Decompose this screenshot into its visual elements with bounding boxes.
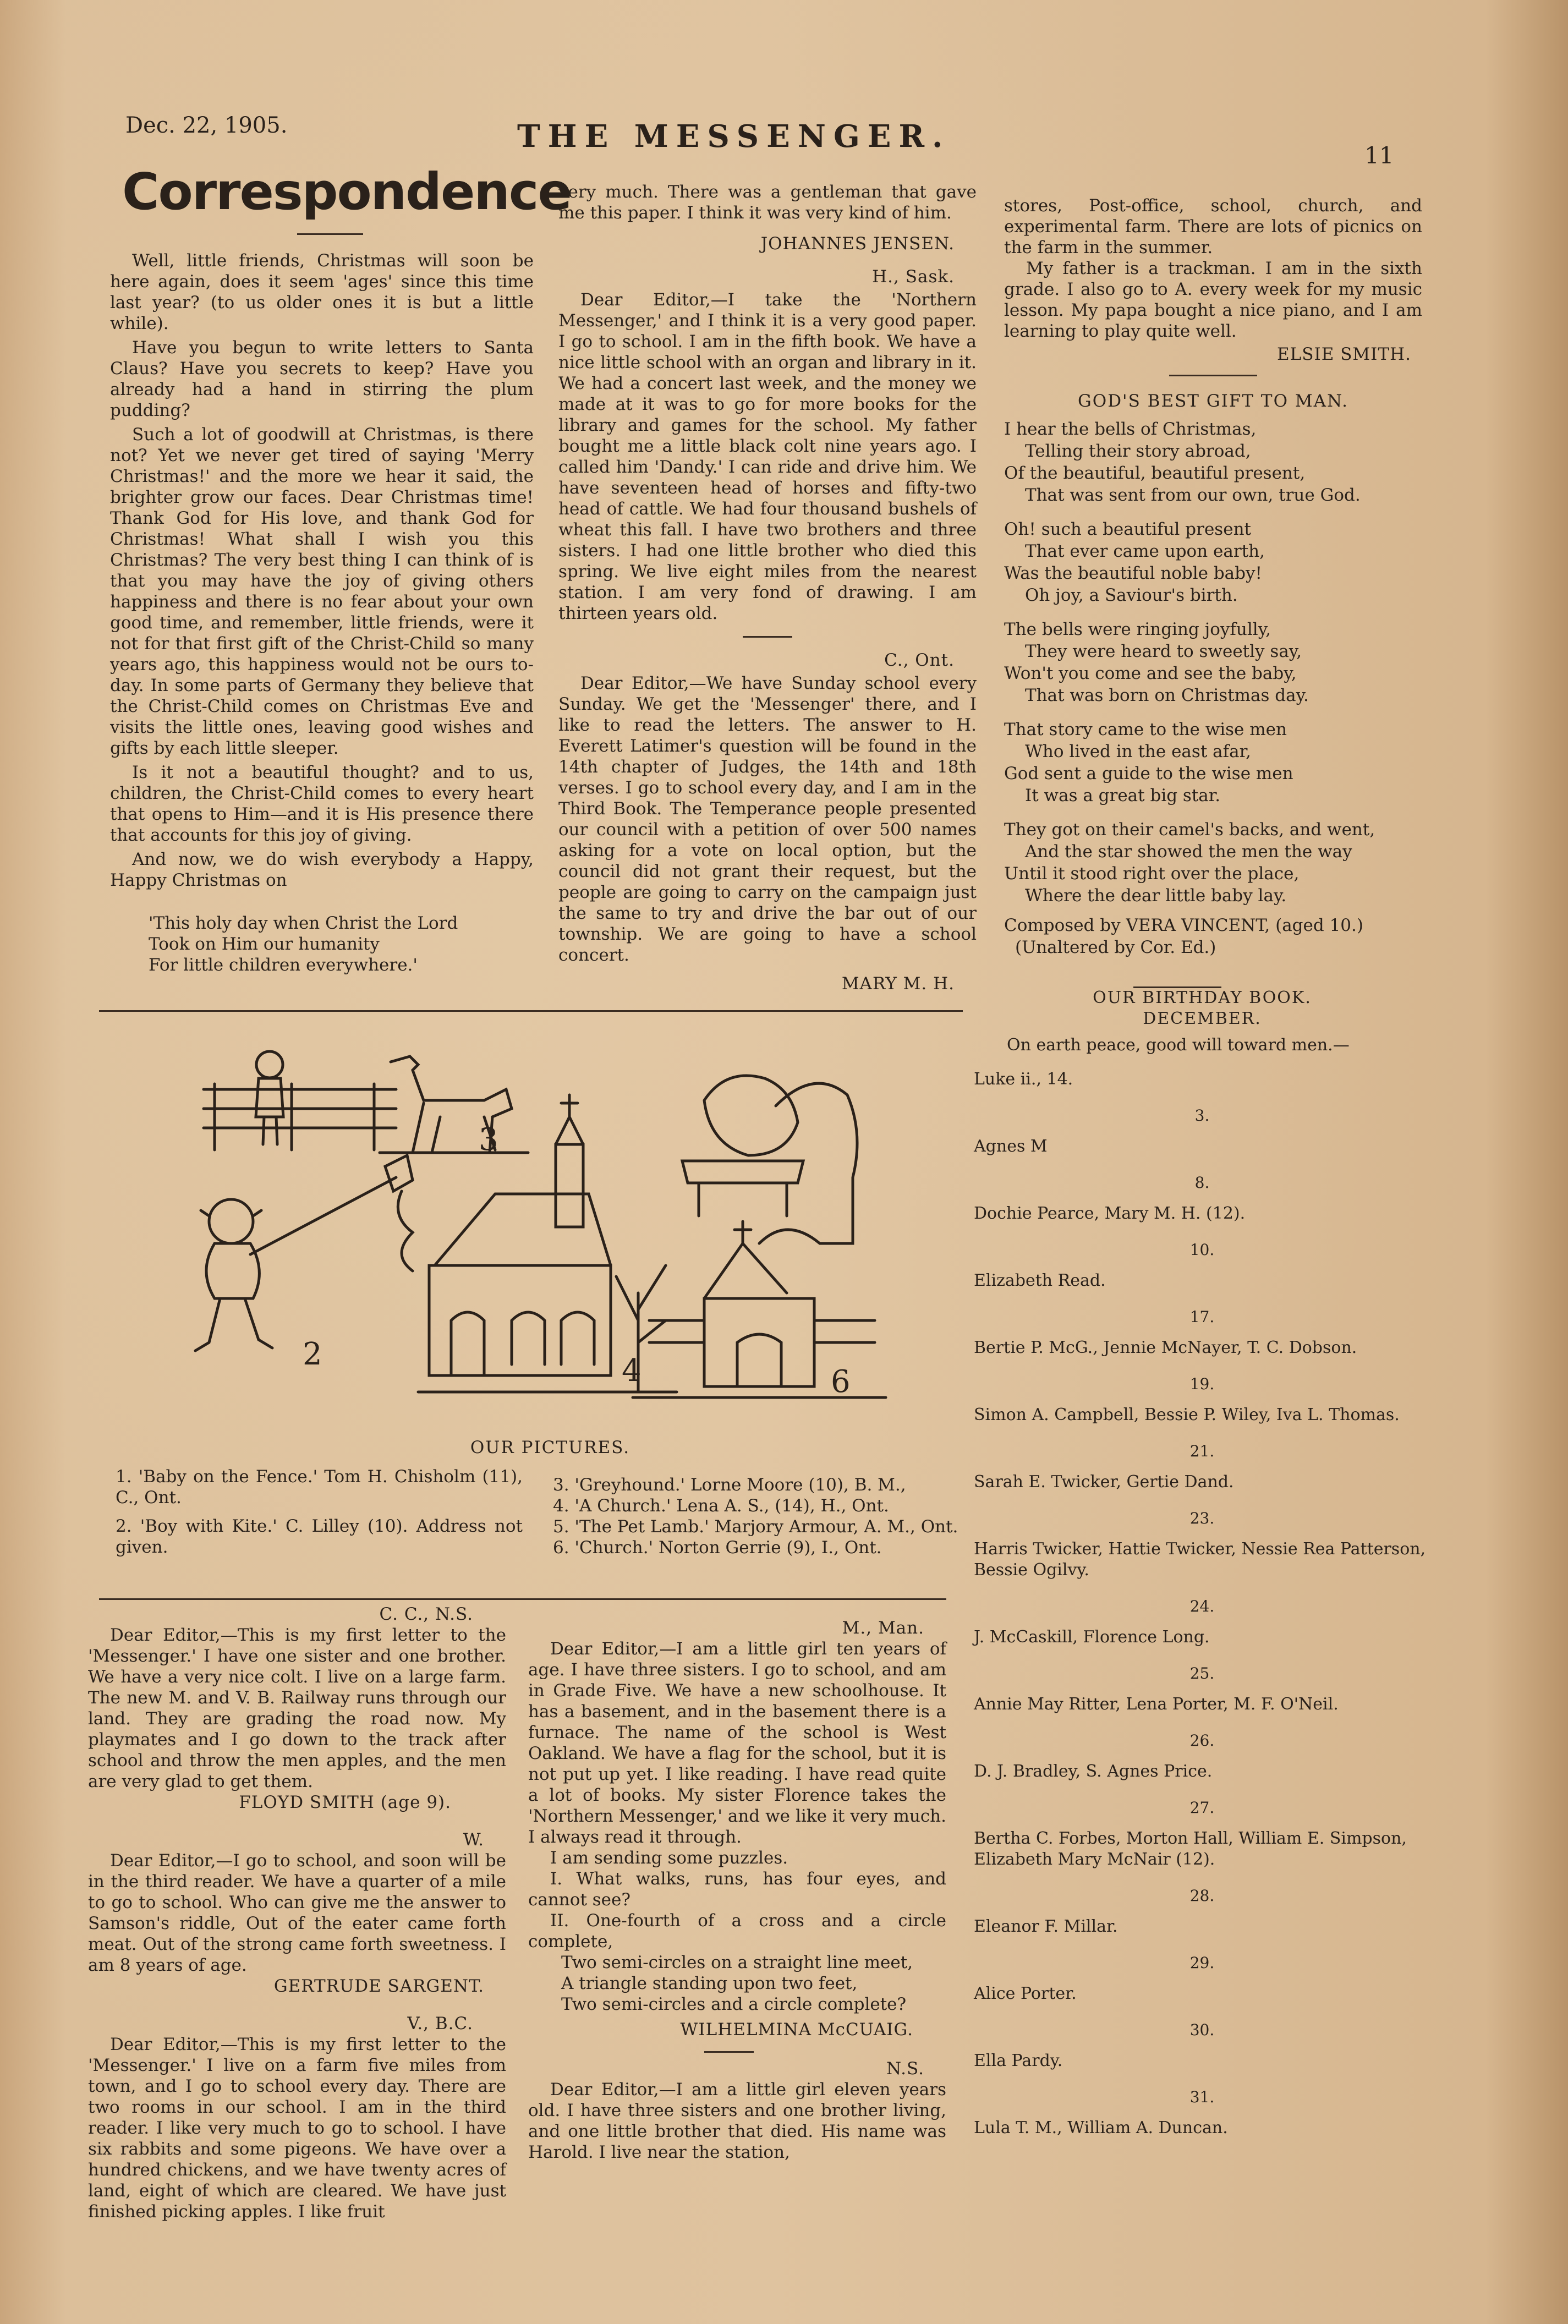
letter-place: M., Man. (842, 1618, 924, 1638)
letter-body: Dear Editor,—I go to school, and soon will be in the third reader. We have a quarter of a mile to go to school. Who can give me the answer to Samson's riddle, Out of the eater came forth meat. Out of the strong came forth sweetness. I am 8 years of age. (88, 1851, 506, 1975)
birthday-scripture-ref: Luke ii., 14. (974, 1070, 1073, 1089)
drawing-number: 6 (831, 1364, 851, 1400)
letter-body: Dear Editor,—We have Sunday school every Sunday. We get the 'Messenger' there, and I like to read the letters. The answer to H. Everett Latimer's question will be found in the 14th chapter of Judges, the 14th and 18th verses. I go to school every day, and I am in the Third Book. The Temperance people presented our council with a petition of over 500 names asking for a vote on local option, but the council did not grant their request, but the people are going to carry on the campaign just the same to try and drive the bar out of our township. We are going to have a school concert. (558, 673, 977, 965)
birthday-day: 29. (1189, 1954, 1215, 1972)
intro-verse (110, 913, 534, 975)
birthday-day: 30. (1189, 2021, 1215, 2039)
pictures-title: OUR PICTURES. (470, 1438, 631, 1457)
letter-signature: MARY M. H. (841, 974, 955, 994)
birthday-day: 27. (1189, 1799, 1215, 1817)
poem-line: The bells were ringing joyfully, (1004, 620, 1271, 639)
poem-line: They were heard to sweetly say, (1025, 642, 1302, 661)
letter-signature: WILHELMINA McCUAIG. (680, 2020, 913, 2040)
page-number: 11 (1364, 142, 1394, 169)
separator (1169, 375, 1257, 376)
picture-caption: 3. 'Greyhound.' Lorne Moore (10), B. M., (553, 1475, 906, 1495)
picture-caption: 5. 'The Pet Lamb.' Marjory Armour, A. M., Ont. (553, 1517, 958, 1537)
intro-text (110, 250, 534, 975)
puzzle: I. What walks, runs, has four eyes, and cannot see? (528, 1869, 946, 1910)
puzzle: II. One-fourth of a cross and a circle complete, (528, 1911, 946, 1952)
poem-line: That ever came upon earth, (1025, 541, 1265, 561)
birthday-names: Agnes M (974, 1137, 1048, 1156)
letters-column-2 (558, 182, 977, 994)
puzzle-line: Two semi-circles on a straight line meet, (561, 1953, 913, 1972)
birthday-names: Sarah E. Twicker, Gertie Dand. (974, 1472, 1234, 1492)
boy-with-kite-drawing (195, 1155, 413, 1351)
birthday-names: Simon A. Campbell, Bessie P. Wiley, Iva L. Thomas. (974, 1405, 1400, 1424)
church-drawing (418, 1095, 677, 1392)
drawing-number: 4 (622, 1353, 642, 1389)
poem-stanza (1004, 418, 1422, 506)
birthday-names: Annie May Ritter, Lena Porter, M. F. O'Neil. (974, 1695, 1339, 1714)
poem-line: Was the beautiful noble baby! (1004, 563, 1262, 583)
birthday-names: Bertha C. Forbes, Morton Hall, William E. Simpson, Elizabeth Mary McNair (12). (974, 1829, 1407, 1869)
poem-line: Won't you come and see the baby, (1004, 664, 1297, 683)
birthday-day: 24. (1189, 1597, 1215, 1615)
pictures-list-right (553, 1475, 971, 1558)
birthday-day: 19. (1189, 1375, 1215, 1393)
letter-body: Dear Editor,—I take the 'Northern Messenger,' and I think it is a very good paper. I go to school. I am in the fifth book. We have a nice little school with an organ and library in it. We had a concert last week, and the money we made at it was to go for more books for the library and games for the school. My father bought me a little black colt nine years ago. I called him 'Dandy.' I can ride and drive him. We have seventeen head of horses and fifty-two head of cattle. We had four thousand bushels of wheat this fall. I have two brothers and three sisters. I had one little brother who died this spring. We live eight miles from the nearest station. I am very fond of drawing. I am thirteen years old. (558, 290, 977, 623)
drawing-number: 3 (479, 1122, 498, 1158)
birthday-month: DECEMBER. (1143, 1009, 1262, 1028)
verse-line: Took on Him our humanity (149, 934, 380, 954)
section-title: Correspondence (122, 162, 571, 221)
title-underline (297, 233, 363, 235)
birthday-names: Alice Porter. (974, 1984, 1077, 2003)
greyhound-drawing (380, 1056, 528, 1153)
poem-line: Telling their story abroad, (1025, 441, 1251, 461)
intro-paragraph: Such a lot of goodwill at Christmas, is there not? Yet we never get tired of saying 'Merry Christmas!' and the more we hear it said, the brighter grow our faces. Dear Christmas time! Thank God for His love, and thank God for Christmas! What shall I wish you this Christmas? The very best thing I can think of is that you may have the joy of giving others happiness and there is no fear about your own good time, and remember, little friends, were it not for that first gift of the Christ-Child so many years ago, this happiness would not be ours to-day. In some parts of Germany they believe that the Christ-Child comes on Christmas Eve and visits the little ones, leaving good wishes and gifts by each little sleeper. (110, 425, 534, 758)
pictures-list-left (116, 1466, 523, 1558)
birthday-book (974, 988, 1430, 2142)
letter-place: W. (463, 1830, 484, 1850)
poem-line: Of the beautiful, beautiful present, (1004, 463, 1306, 483)
poem-line: I hear the bells of Christmas, (1004, 419, 1257, 439)
verse-line: 'This holy day when Christ the Lord (149, 913, 458, 933)
intro-paragraph: Well, little friends, Christmas will soon be here again, does it seem 'ages' since this time last year? (to us older ones it is but a little while). (110, 251, 534, 333)
birthday-day: 23. (1189, 1509, 1215, 1527)
birthday-day: 28. (1189, 1887, 1215, 1905)
letter-place: V., B.C. (407, 2014, 473, 2034)
poem-title: GOD'S BEST GIFT TO MAN. (1078, 391, 1348, 411)
puzzle-intro: I am sending some puzzles. (550, 1848, 788, 1868)
birthday-day: 10. (1189, 1241, 1215, 1259)
drawing-number: 2 (303, 1336, 322, 1372)
picture-caption: 6. 'Church.' Norton Gerrie (9), I., Ont. (553, 1538, 882, 1558)
letters-bottom-left (88, 1604, 506, 2222)
poem-body (1004, 418, 1422, 958)
birthday-motto: On earth peace, good will toward men.— (1007, 1035, 1350, 1055)
birthday-names: Lula T. M., William A. Duncan. (974, 2118, 1228, 2137)
puzzle-line: A triangle standing upon two feet, (561, 1974, 858, 1993)
letter-place: N.S. (886, 2059, 924, 2079)
birthday-title: OUR BIRTHDAY BOOK. (1093, 988, 1312, 1007)
poem-stanza (1004, 618, 1422, 706)
letter-continuation: stores, Post-office, school, church, and experimental farm. There are lots of picnics on the farm in the summer. (1004, 196, 1422, 257)
birthday-names: D. J. Bradley, S. Agnes Price. (974, 1762, 1213, 1781)
picture-caption: 2. 'Boy with Kite.' C. Lilley (10). Address not given. (116, 1516, 523, 1557)
poem-stanza (1004, 719, 1422, 807)
birthday-day: 26. (1189, 1731, 1215, 1750)
birthday-day: 8. (1194, 1174, 1210, 1192)
birthday-names: Elizabeth Read. (974, 1271, 1106, 1290)
intro-paragraph: Have you begun to write letters to Santa Claus? Have you secrets to keep? Have you already had a hand in stirring the plum pudding? (110, 338, 534, 420)
letter-continuation: very much. There was a gentleman that gave me this paper. I think it was very kind of him. (558, 182, 977, 223)
letter-signature: ELSIE SMITH. (1277, 344, 1411, 364)
letter-place: C. C., N.S. (379, 1604, 473, 1624)
birthday-day: 31. (1189, 2088, 1215, 2106)
letter-signature: JOHANNES JENSEN. (760, 234, 955, 254)
poem-line: And the star showed the men the way (1025, 842, 1352, 862)
letter-body: Dear Editor,—I am a little girl ten years of age. I have three sisters. I go to school, and am in Grade Five. We have a new schoolhouse. It has a basement, and in the basement there is a furnace. The name of the school is West Oakland. We have a flag for the school, but it is not put up yet. I like reading. I have read quite a lot of books. My sister Florence takes the 'Northern Messenger,' and we like it very much. I always read it through. (528, 1639, 946, 1847)
birthday-day: 25. (1189, 1664, 1215, 1682)
picture-caption: 1. 'Baby on the Fence.' Tom H. Chisholm (11), C., Ont. (116, 1467, 523, 1508)
birthday-day: 3. (1194, 1106, 1210, 1125)
verse-line: For little children everywhere.' (149, 955, 418, 975)
birthday-names: J. McCaskill, Florence Long. (974, 1627, 1210, 1647)
letter-body: My father is a trackman. I am in the sixth grade. I also go to A. every week for my music lesson. My papa bought a nice piano, and I am learning to play quite well. (1004, 259, 1422, 341)
poem-line: Who lived in the east afar, (1025, 742, 1251, 761)
poem-stanza (1004, 819, 1422, 907)
letter-signature: GERTRUDE SARGENT. (273, 1976, 484, 1996)
poem-note: (Unaltered by Cor. Ed.) (1015, 938, 1216, 957)
letter-place: C., Ont. (884, 650, 955, 670)
baby-on-fence-drawing (204, 1051, 396, 1150)
poem-line: That was born on Christmas day. (1025, 686, 1309, 705)
intro-paragraph: And now, we do wish everybody a Happy, Happy Christmas on (110, 849, 534, 890)
poem-line: That was sent from our own, true God. (1025, 485, 1361, 505)
birthday-names: Bertie P. McG., Jennie McNayer, T. C. Dobson. (974, 1338, 1357, 1357)
letter-body: Dear Editor,—I am a little girl eleven years old. I have three sisters and one brother living, and one little brother that died. His name was Harold. I live near the station, (528, 2080, 946, 2162)
poem-line: Oh! such a beautiful present (1004, 519, 1251, 539)
section-divider (99, 1598, 946, 1600)
poem-stanza (1004, 518, 1422, 606)
letter-body: Dear Editor,—This is my first letter to the 'Messenger.' I live on a farm five miles from town, and I go to school every day. There are two rooms in our school. I am in the third reader. I like very much to go to school. I have six rabbits and some pigeons. We have over a hundred chickens, and we have twenty acres of land, eight of which are cleared. We have just finished picking apples. I like fruit (88, 2035, 506, 2222)
birthday-names: Eleanor F. Millar. (974, 1917, 1118, 1936)
separator (743, 636, 792, 638)
poem-line: That story came to the wise men (1004, 720, 1287, 739)
poem-line: It was a great big star. (1025, 786, 1221, 805)
letters-column-3 (1004, 195, 1422, 958)
issue-date: Dec. 22, 1905. (125, 113, 288, 138)
birthday-names: Dochie Pearce, Mary M. H. (12). (974, 1204, 1246, 1223)
section-divider (99, 1010, 963, 1012)
picture-caption: 4. 'A Church.' Lena A. S., (14), H., Ont. (553, 1496, 889, 1516)
pet-lamb-drawing (682, 1076, 857, 1243)
puzzle-line: Two semi-circles and a circle complete? (561, 1994, 907, 2014)
letter-body: Dear Editor,—This is my first letter to the 'Messenger.' I have one sister and one brother. We have a very nice colt. I live on a large farm. The new M. and V. B. Railway runs through our land. They are grading the road now. My playmates and I go down to the track after school and throw the men apples, and the men are very glad to get them. (88, 1625, 506, 1791)
birthday-day: 17. (1189, 1308, 1215, 1326)
letter-signature: FLOYD SMITH (age 9). (239, 1793, 451, 1812)
poem-credit: Composed by VERA VINCENT, (aged 10.) (1004, 916, 1363, 935)
letter-place: H., Sask. (872, 267, 955, 287)
newspaper-title: THE MESSENGER. (517, 118, 951, 155)
birthday-day: 21. (1189, 1442, 1215, 1460)
children-drawings (154, 1034, 924, 1419)
poem-line: They got on their camel's backs, and went, (1004, 820, 1375, 840)
separator (704, 2051, 754, 2053)
poem-line: Where the dear little baby lay. (1025, 886, 1287, 906)
poem-line: Until it stood right over the place, (1004, 864, 1300, 884)
letters-bottom-mid (528, 1618, 946, 2163)
birthday-names: Ella Pardy. (974, 2051, 1063, 2070)
intro-paragraph: Is it not a beautiful thought? and to us, children, the Christ-Child comes to every heart that opens to Him—and it is His presence there that accounts for this joy of giving. (110, 763, 534, 845)
poem-line: God sent a guide to the wise men (1004, 764, 1293, 783)
poem-line: Oh joy, a Saviour's birth. (1025, 585, 1238, 605)
birthday-names: Harris Twicker, Hattie Twicker, Nessie Rea Patterson, Bessie Ogilvy. (974, 1539, 1426, 1580)
